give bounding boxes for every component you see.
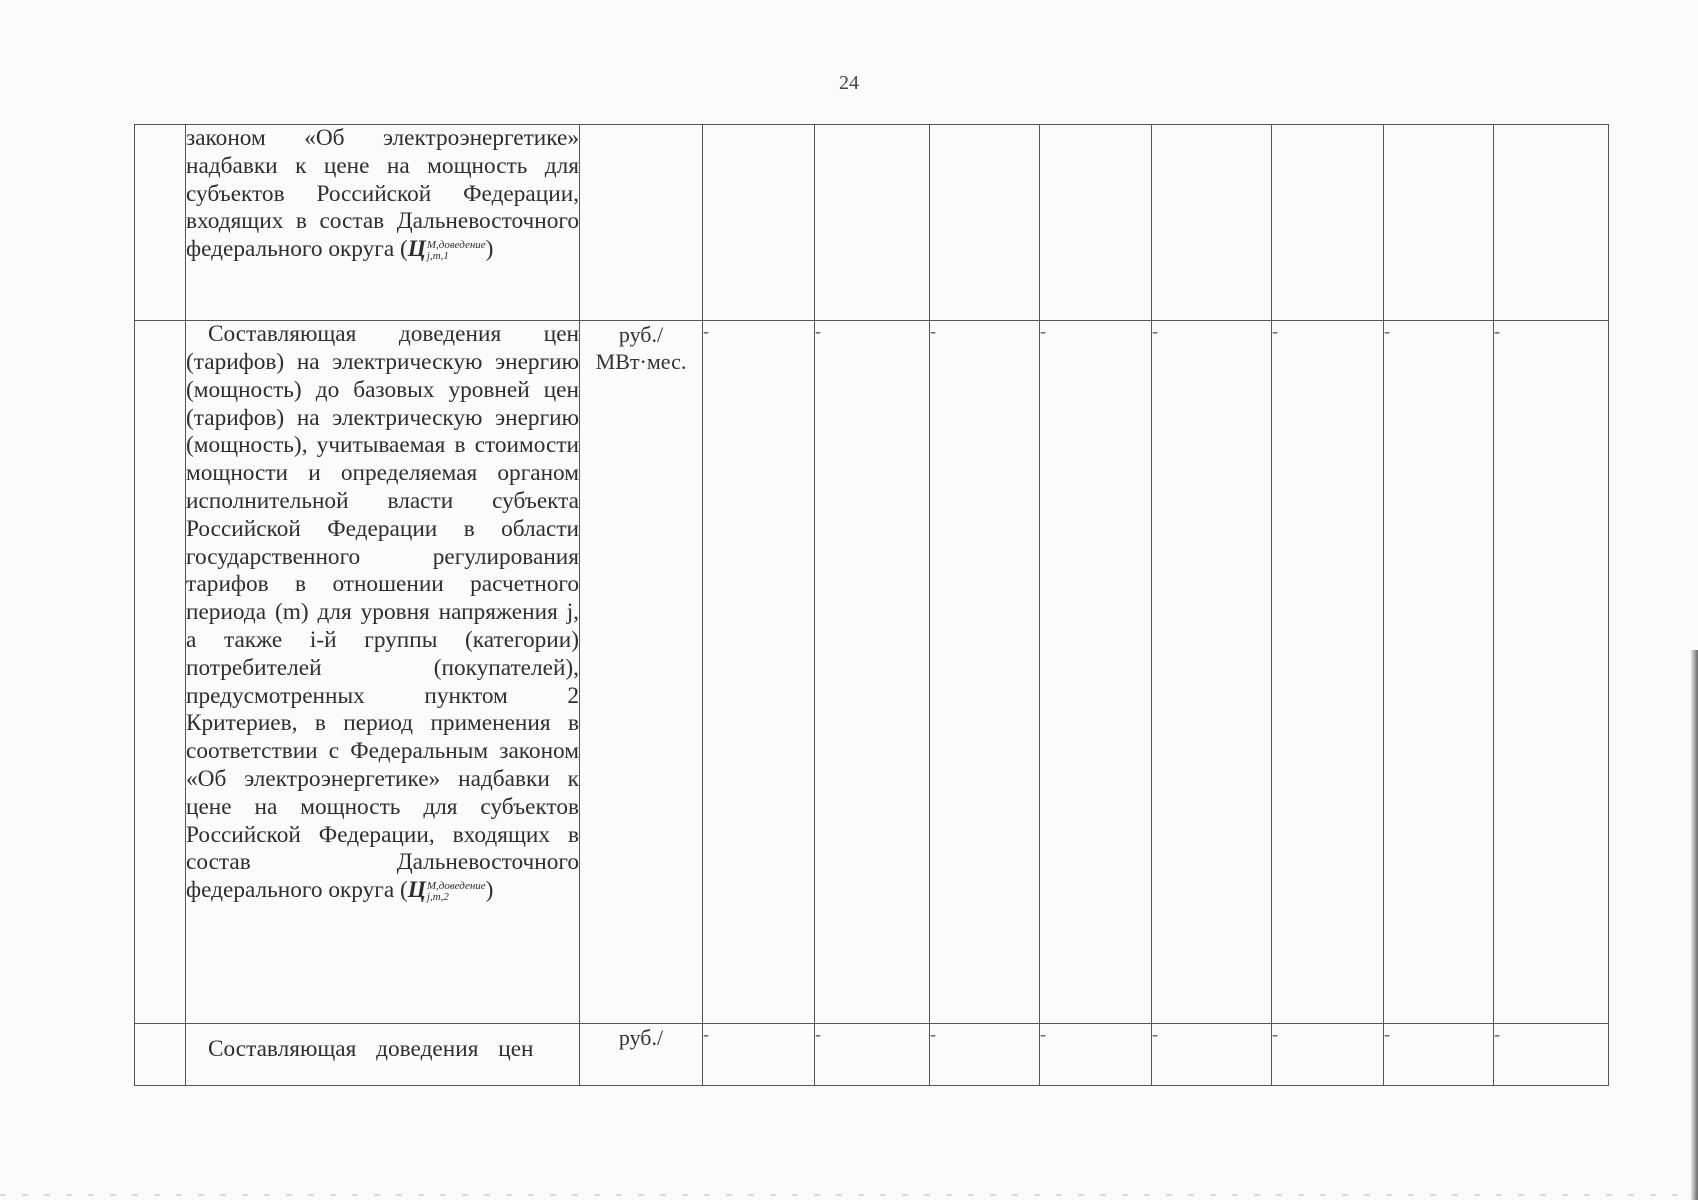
value-cell — [1384, 125, 1494, 321]
description-text: Составляющая доведения цен — [208, 1035, 534, 1062]
scan-artifact — [0, 1194, 1698, 1196]
value-cell: - — [703, 321, 815, 1024]
value-cell: - — [930, 321, 1040, 1024]
value-cell — [1152, 125, 1272, 321]
formula-close: ) — [485, 236, 494, 263]
value-cell: - — [1272, 321, 1384, 1024]
table-row — [135, 1023, 1609, 1085]
value-cell: - — [1384, 1023, 1494, 1085]
value-cell: - — [930, 1023, 1040, 1085]
unit-cell: руб./ — [580, 1023, 703, 1085]
formula-superscript: M,доведение — [426, 879, 486, 892]
description-text: законом «Об электроэнергетике» надбавки к цене на мощность для субъектов Российской Федерации, входящих в состав Дальневосточного федерального округа ( — [186, 125, 579, 263]
value-cell: - — [1152, 321, 1272, 1024]
unit-cell: руб./ МВт·мес. — [580, 321, 703, 1024]
formula-indices — [427, 881, 486, 903]
formula-symbol: Ц — [407, 877, 426, 904]
formula-subscript: j,m,1 — [426, 249, 449, 262]
value-cell: - — [1494, 1023, 1609, 1085]
value-cell — [1040, 125, 1152, 321]
page-number: 24 — [839, 72, 859, 94]
value-cell: - — [815, 321, 930, 1024]
description-cell — [186, 125, 580, 321]
description-cell — [186, 321, 580, 1024]
table-row — [135, 321, 1609, 1024]
value-cell: - — [1384, 321, 1494, 1024]
unit-cell — [580, 125, 703, 321]
row-number-cell — [135, 1023, 186, 1085]
formula-superscript: M,доведение — [426, 238, 486, 251]
value-cell: - — [1040, 1023, 1152, 1085]
value-cell — [703, 125, 815, 321]
value-cell: - — [815, 1023, 930, 1085]
value-cell — [1494, 125, 1609, 321]
value-cell — [815, 125, 930, 321]
value-cell — [930, 125, 1040, 321]
description-text: Составляющая доведения цен (тарифов) на электрическую энергию (мощность) до базовых уровней цен (тарифов) на электрическую энергию (мощность), учитываемая в стоимости мощности и определяемая органом исполнительной власти субъекта Российской Федерации в области государственного регулирования тарифов в отношении расчетного периода (m) для уровня напряжения j, а также i-й группы (категории) потребителей (покупателей), предусмотренных пунктом 2 Критериев, в период применения в соответствии с Федеральным законом «Об электроэнергетике» надбавки к цене на мощность для субъектов Российской Федерации, входящих в состав Дальневосточного федерального округа ( — [186, 321, 579, 904]
value-cell: - — [1040, 321, 1152, 1024]
tariff-table — [134, 124, 1609, 1086]
formula-indices — [427, 240, 486, 262]
value-cell: - — [1152, 1023, 1272, 1085]
row-number-cell — [135, 125, 186, 321]
row-number-cell — [135, 321, 186, 1024]
value-cell — [1272, 125, 1384, 321]
formula-close: ) — [485, 877, 494, 904]
formula-subscript: j,m,2 — [426, 890, 449, 903]
formula-symbol: Ц — [407, 236, 426, 263]
description-cell — [186, 1023, 580, 1085]
scan-edge-shadow — [1690, 650, 1698, 1200]
value-cell: - — [1272, 1023, 1384, 1085]
table-row — [135, 125, 1609, 321]
value-cell: - — [703, 1023, 815, 1085]
value-cell: - — [1494, 321, 1609, 1024]
